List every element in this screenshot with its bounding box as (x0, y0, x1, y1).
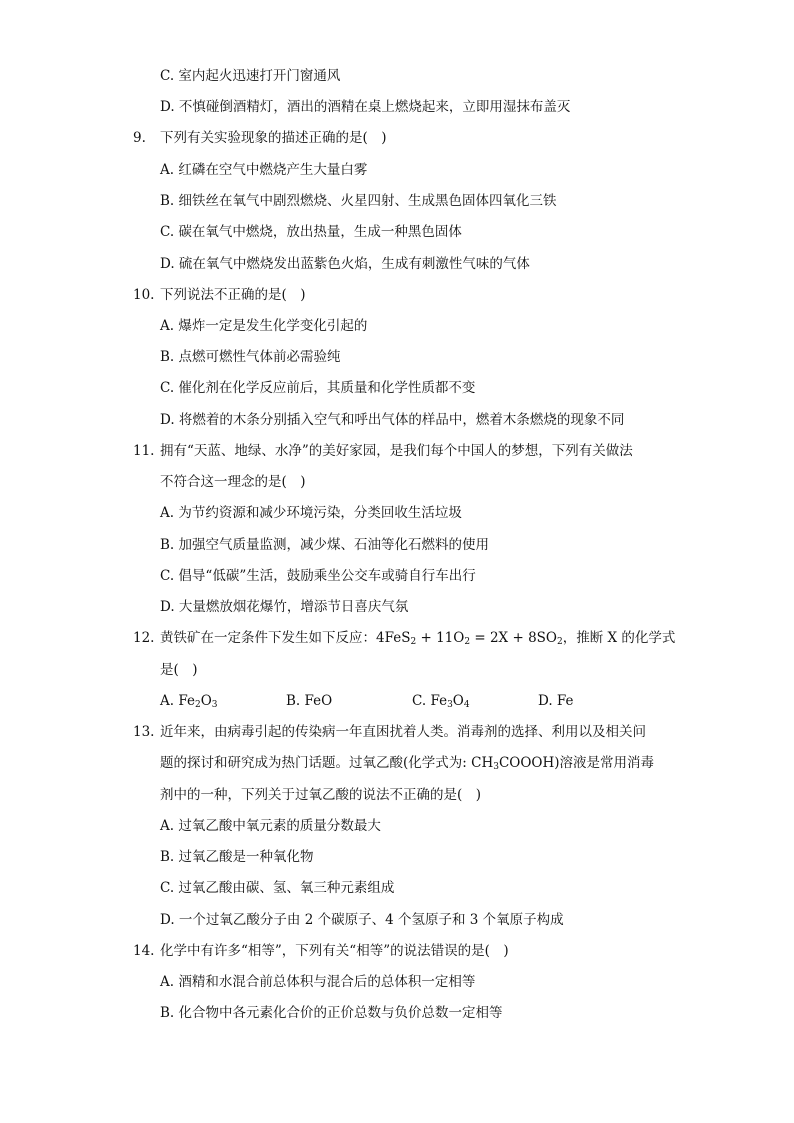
q13-stem-line2 (160, 754, 654, 772)
q9-stem: 下列有关实验现象的描述正确的是( ) (160, 130, 387, 146)
q8-option-c: C. 室内起火迅速打开门窗通风 (160, 68, 341, 84)
q14-option-a: A. 酒精和水混合前总体积与混合后的总体积一定相等 (160, 974, 476, 990)
q12-equation: $4FeS_2 + 11O_2 = 2X + 8SO_2$ (376, 630, 563, 647)
q12-option-a-label: A. (160, 693, 179, 709)
q13-stem-line1: 近年来，由病毒引起的传染病一年直困扰着人类。消毒剂的选择、利用以及相关问 (160, 724, 646, 740)
q10-option-b: B. 点燃可燃性气体前必需验纯 (160, 349, 341, 365)
q12-option-a: A. $Fe_2O_3$ (160, 693, 218, 710)
q8-option-d: D. 不慎碰倒酒精灯，酒出的酒精在桌上燃烧起来，立即用湿抹布盖灭 (160, 99, 571, 115)
q12-stem-text: 黄铁矿在一定条件下发生如下反应： (160, 630, 376, 646)
q13-formula: $CH_3COOOH$ (471, 755, 555, 772)
q11-number: 11. (133, 443, 155, 459)
q14-stem: 化学中有许多“相等”，下列有关“相等”的说法错误的是( ) (160, 943, 509, 959)
q12-option-b: B. FeO (286, 693, 333, 709)
q12-stem-line2: 是( ) (160, 662, 198, 678)
q11-stem-line1: 拥有“天蓝、地绿、水净”的美好家园，是我们每个中国人的梦想，下列有关做法 (160, 443, 633, 459)
q10-option-d: D. 将燃着的木条分别插入空气和呼出气体的样品中，燃着木条燃烧的现象不同 (160, 412, 625, 428)
q9-option-c: C. 碳在氧气中燃烧，放出热量，生成一种黑色固体 (160, 224, 462, 240)
q11-option-c: C. 倡导“低碳”生活，鼓励乘坐公交车或骑自行车出行 (160, 568, 476, 584)
q9-option-d: D. 硫在氧气中燃烧发出蓝紫色火焰，生成有刺激性气味的气体 (160, 256, 530, 272)
q12-number: 12. (133, 630, 155, 646)
q14-number: 14. (133, 943, 155, 959)
q12-option-d: D. Fe (538, 693, 574, 709)
q13-option-a: A. 过氧乙酸中氧元素的质量分数最大 (160, 818, 381, 834)
q11-option-b: B. 加强空气质量监测，减少煤、石油等化石燃料的使用 (160, 537, 490, 553)
q13-option-b: B. 过氧乙酸是一种氧化物 (160, 849, 314, 865)
q13-stem-text: 题的探讨和研究成为热门话题。过氧乙酸(化学式为: (160, 755, 472, 771)
q13-option-d: D. 一个过氧乙酸分子由 2 个碳原子、4 个氢原子和 3 个氧原子构成 (160, 912, 564, 928)
q12-stem-line1 (160, 629, 675, 647)
q9-option-b: B. 细铁丝在氧气中剧烈燃烧、火星四射、生成黑色固体四氧化三铁 (160, 193, 557, 209)
q13-option-c: C. 过氧乙酸由碳、氢、氧三种元素组成 (160, 880, 395, 896)
q12-stem-text-2: ，推断 X 的化学式 (562, 630, 676, 646)
q10-option-a: A. 爆炸一定是发生化学变化引起的 (160, 318, 368, 334)
q9-option-a: A. 红磷在空气中燃烧产生大量白雾 (160, 162, 368, 178)
q12-option-c-label: C. (412, 693, 431, 709)
q11-option-a: A. 为节约资源和减少环境污染，分类回收生活垃圾 (160, 505, 462, 521)
q11-stem-line2: 不符合这一理念的是( ) (160, 474, 306, 490)
q13-stem-line3: 剂中的一种，下列关于过氧乙酸的说法不正确的是( ) (160, 787, 482, 803)
q9-number: 9. (133, 130, 146, 146)
q10-stem: 下列说法不正确的是( ) (160, 287, 306, 303)
q10-number: 10. (133, 287, 155, 303)
q12-option-c: C. $Fe_3O_4$ (412, 693, 470, 710)
q14-option-b: B. 化合物中各元素化合价的正价总数与负价总数一定相等 (160, 1005, 503, 1021)
q11-option-d: D. 大量燃放烟花爆竹，增添节日喜庆气氛 (160, 599, 409, 615)
q10-option-c: C. 催化剂在化学反应前后，其质量和化学性质都不变 (160, 380, 476, 396)
q13-stem-text-2: )溶液是常用消毒 (554, 755, 655, 771)
q13-number: 13. (133, 724, 155, 740)
